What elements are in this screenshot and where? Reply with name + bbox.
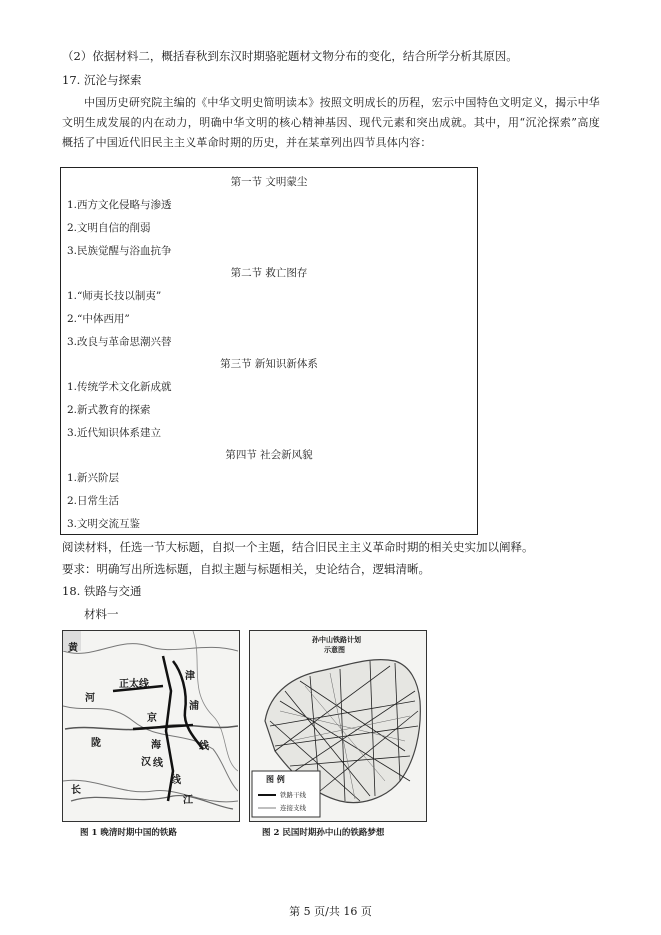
- map-1-label-9: 线: [153, 758, 163, 769]
- map-2-drawing: [250, 631, 425, 820]
- map-1-drawing: [63, 631, 238, 820]
- section-2-item-1: 1.“师夷长技以制夷”: [67, 290, 162, 302]
- map-1-label-14: 江: [183, 795, 193, 806]
- section-3-title: 第三节 新知识新体系: [220, 358, 318, 370]
- material-1-label: 材料一: [84, 607, 119, 621]
- map-2-title-line-1: 孙中山铁路计划: [312, 635, 361, 644]
- map-1-label-10: 京: [147, 713, 157, 724]
- map-1-label-2: 河: [85, 693, 95, 704]
- map-1-label-5: 浦: [189, 701, 199, 712]
- section-2-item-2: 2.“中体西用”: [67, 313, 130, 325]
- section-1-item-2: 2.文明自信的削弱: [67, 222, 151, 234]
- question-17-heading: 17. 沉沦与探索: [62, 73, 142, 87]
- question-2-text: （2）依据材料二，概括春秋到东汉时期骆驼题材文物分布的变化，结合所学分析其原因。: [62, 49, 518, 63]
- map-sun-yat-sen-railway-plan: [249, 630, 427, 822]
- map-1-label-7: 陇: [91, 738, 101, 749]
- section-3-item-2: 2.新式教育的探索: [67, 404, 151, 416]
- map-1-caption: 图 1 晚清时期中国的铁路: [80, 828, 177, 838]
- map-2-legend-trunk: 铁路干线: [280, 791, 306, 799]
- map-late-qing-railways: [62, 630, 240, 822]
- question-17-intro: 中国历史研究院主编的《中华文明史简明读本》按照文明成长的历程，宏示中国特色文明定义，揭示中华文明生成发展的内在动力，明确中华文明的核心精神基因、现代元素和突出成就。其中，用“沉沦探索”高度概括了中国近代旧民主主义革命时期的历史，并在某章列出四节具体内容：: [62, 96, 600, 149]
- map-1-label-11: 汉: [141, 757, 151, 768]
- section-1-item-1: 1.西方文化侵略与渗透: [67, 199, 172, 211]
- question-17-requirement: 要求：明确写出所选标题，自拟主题与标题相关，史论结合，逻辑清晰。: [62, 562, 430, 576]
- map-1-label-8: 海: [151, 740, 161, 751]
- map-1-label-12: 线: [171, 775, 181, 786]
- section-4-title: 第四节 社会新风貌: [225, 449, 313, 461]
- map-2-caption: 图 2 民国时期孙中山的铁路梦想: [262, 828, 385, 838]
- question-18-heading: 18. 铁路与交通: [62, 584, 142, 598]
- map-2-title-line-2: 示意图: [324, 645, 345, 654]
- map-1-label-3: 正太线: [119, 679, 149, 690]
- section-3-item-1: 1.传统学术文化新成就: [67, 381, 172, 393]
- map-2-legend-title: 图 例: [266, 774, 285, 784]
- chapter-outline-table: [60, 167, 478, 535]
- page-number: 第 5 页/共 16 页: [289, 905, 372, 918]
- map-1-label-6: 线: [199, 741, 209, 752]
- section-2-title: 第二节 救亡图存: [230, 267, 308, 279]
- section-4-item-2: 2.日常生活: [67, 495, 120, 507]
- section-1-item-3: 3.民族觉醒与浴血抗争: [67, 245, 172, 257]
- map-1-label-4: 津: [185, 671, 195, 682]
- map-2-legend-branch: 连接支线: [280, 804, 306, 812]
- map-1-label-13: 长: [71, 785, 81, 796]
- section-1-title: 第一节 文明蒙尘: [230, 176, 308, 188]
- section-4-item-1: 1.新兴阶层: [67, 472, 120, 484]
- map-1-label-1: 黄: [68, 643, 78, 654]
- question-17-task: 阅读材料，任选一节大标题，自拟一个主题，结合旧民主主义革命时期的相关史实加以阐释。: [62, 540, 534, 554]
- section-3-item-3: 3.近代知识体系建立: [67, 427, 162, 439]
- section-4-item-3: 3.文明交流互鉴: [67, 518, 141, 530]
- section-2-item-3: 3.改良与革命思潮兴替: [67, 336, 172, 348]
